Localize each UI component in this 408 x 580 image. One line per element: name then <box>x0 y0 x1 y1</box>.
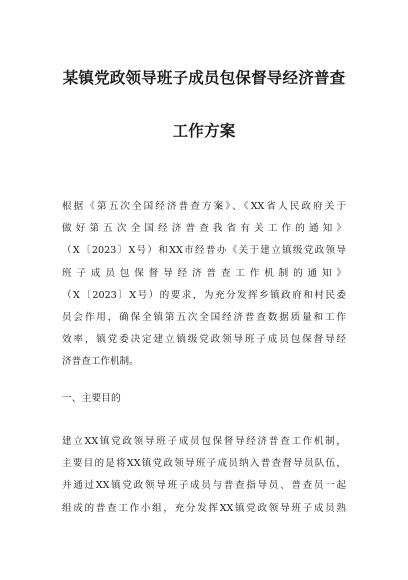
intro-line: 济普查工作机制。 <box>62 356 139 368</box>
purpose-paragraph <box>62 431 346 520</box>
purpose-line: 主要目的是将XX镇党政领导班子成员纳入普查督导员队伍， <box>62 458 346 470</box>
intro-line: 做好第五次全国经济普查我省有关工作的通知》 <box>62 223 346 235</box>
intro-line: （X〔2023〕X号）的要求，为充分发挥乡镇政府和村民委 <box>62 289 346 301</box>
intro-line: 根据《第五次全国经济普查方案》、《XX省人民政府关于 <box>62 201 346 212</box>
purpose-line: 并通过XX镇党政领导班子成员与普查指导员、普查员一起 <box>62 480 346 492</box>
section-heading-purpose: 一、主要目的 <box>62 393 121 404</box>
purpose-line: 组成的普查工作小组，充分发挥XX镇党政领导班子成员熟 <box>62 502 346 514</box>
intro-paragraph <box>62 196 346 374</box>
purpose-line: 建立XX镇党政领导班子成员包保督导经济普查工作机制， <box>62 436 346 447</box>
intro-line: 员会作用，确保全镇第五次全国经济普查数据质量和工作 <box>62 312 346 324</box>
intro-line: 班子成员包保督导经济普查工作机制的通知》 <box>62 267 346 279</box>
document-title-line-1: 某镇党政领导班子成员包保督导经济普查 <box>62 68 346 87</box>
intro-line: 效率，镇党委决定建立镇级党政领导班子成员包保督导经 <box>62 334 346 346</box>
intro-line: （X〔2023〕X号）和XX市经普办《关于建立镇级党政领导 <box>62 245 346 257</box>
document-title-line-2: 工作方案 <box>172 121 236 140</box>
